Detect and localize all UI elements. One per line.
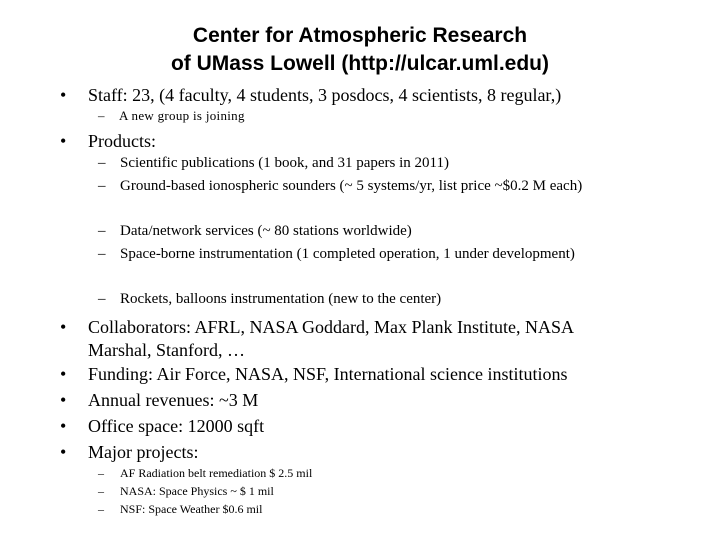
dash-marker: –: [98, 502, 104, 516]
sub-bullet-text: Rockets, balloons instrumentation (new to the center): [120, 291, 442, 307]
bullet-marker: •: [60, 317, 67, 337]
dash-marker: –: [98, 155, 106, 171]
dash-marker: –: [98, 484, 104, 498]
dash-marker: –: [98, 178, 106, 194]
dash-marker: –: [98, 291, 106, 307]
bullet-marker: •: [60, 85, 67, 105]
sub-bullet-text: Space-borne instrumentation (1 completed operation, 1 under development): [120, 246, 575, 262]
sub-bullet-text: Scientific publications (1 book, and 31 papers in 2011): [120, 155, 449, 171]
bullet-text: Products:: [88, 131, 157, 151]
bullet-text: Collaborators: AFRL, NASA Goddard, Max Plank Institute, NASA: [88, 317, 574, 337]
dash-marker: –: [98, 223, 106, 239]
bullet-marker: •: [60, 442, 67, 462]
sub-bullet-products-3: [98, 222, 658, 241]
bullet-text: Funding: Air Force, NASA, NSF, International science institutions: [88, 364, 568, 384]
bullet-marker: •: [60, 416, 67, 436]
sub-bullet-staff-1: [98, 107, 658, 125]
sub-bullet-text: Ground-based ionospheric sounders (~ 5 systems/yr, list price ~$0.2 M each): [120, 178, 583, 194]
bullet-text: Annual revenues: ~3 M: [88, 390, 259, 410]
sub-bullet-products-2: [98, 177, 658, 196]
sub-bullet-products-1: [98, 154, 658, 173]
sub-bullet-major-3: [98, 500, 658, 518]
bullet-marker: •: [60, 390, 67, 410]
sub-bullet-text: NASA: Space Physics ~ $ 1 mil: [120, 484, 274, 498]
sub-bullet-text: A new group is joining: [119, 108, 245, 123]
dash-marker: –: [98, 246, 106, 262]
sub-bullet-products-4: [98, 245, 658, 264]
bullet-text: Staff: 23, (4 faculty, 4 students, 3 posdocs, 4 scientists, 8 regular,): [88, 85, 562, 105]
bullet-text-continuation: Marshal, Stanford, …: [88, 340, 245, 360]
bullet-marker: •: [60, 364, 67, 384]
bullet-text: Office space: 12000 sqft: [88, 416, 265, 436]
sub-bullet-text: Data/network services (~ 80 stations worldwide): [120, 223, 412, 239]
sub-bullet-major-2: [98, 482, 658, 500]
sub-bullet-products-5: [98, 290, 658, 309]
dash-marker: –: [98, 108, 105, 123]
bullet-text: Major projects:: [88, 442, 199, 462]
bullet-marker: •: [60, 131, 67, 151]
sub-bullet-text: AF Radiation belt remediation $ 2.5 mil: [120, 466, 313, 480]
sub-bullet-major-1: [98, 464, 658, 482]
sub-bullet-text: NSF: Space Weather $0.6 mil: [120, 502, 263, 516]
dash-marker: –: [98, 466, 104, 480]
slide-title-line-2: of UMass Lowell (http://ulcar.uml.edu): [170, 52, 550, 75]
slide-title-line-1: Center for Atmospheric Research: [192, 24, 528, 47]
